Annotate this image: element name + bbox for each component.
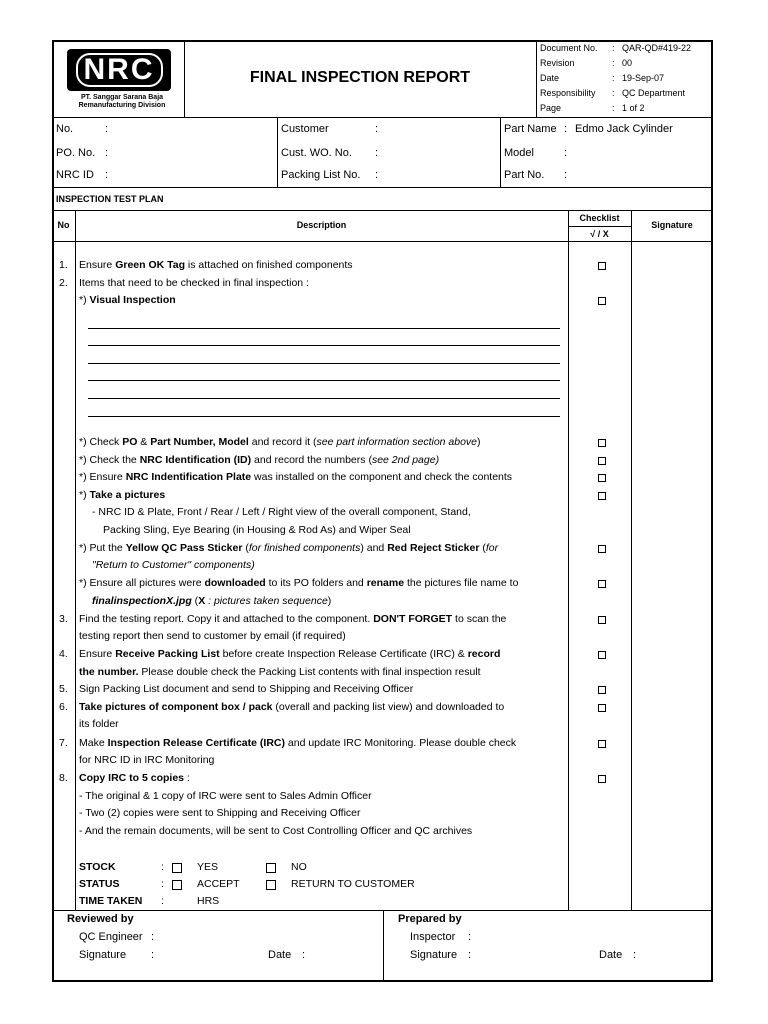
item-8-sub-3: - And the remain documents, will be sent to Cost Controlling Officer and QC archives	[79, 825, 473, 837]
checklist-checkbox[interactable]	[598, 297, 606, 305]
accept-label: ACCEPT	[197, 878, 240, 890]
download-text-line2: finalinspectionX.jpg (X : pictures taken sequence)	[92, 595, 332, 607]
divider	[52, 210, 713, 211]
customer-label: Customer	[281, 123, 329, 135]
col-description: Description	[296, 220, 347, 230]
meta-colon: :	[612, 88, 615, 98]
item-7-text-line1: Make Inspection Release Certificate (IRC) and update IRC Monitoring. Please double check	[79, 737, 517, 749]
meta-label: Responsibility	[540, 88, 596, 98]
section-title: INSPECTION TEST PLAN	[56, 194, 164, 204]
company-logo	[67, 49, 171, 91]
preparer-date-label: Date	[599, 949, 623, 961]
checklist-checkbox[interactable]	[598, 545, 606, 553]
meta-colon: :	[612, 103, 615, 113]
sticker-text-line2: "Return to Customer" components)	[92, 559, 255, 571]
checklist-checkbox[interactable]	[598, 262, 606, 270]
divider	[52, 117, 713, 118]
colon: :	[468, 931, 472, 943]
meta-value: 19-Sep-07	[622, 73, 665, 83]
item-8-text: Copy IRC to 5 copies :	[79, 772, 190, 784]
divider	[383, 910, 384, 982]
nrc-id-label: NRC ID	[56, 169, 94, 181]
take-pictures-text: *) Take a pictures	[79, 489, 166, 501]
checklist-checkbox[interactable]	[598, 474, 606, 482]
blank-line	[88, 398, 560, 399]
check-nrc-id-text: *) Check the NRC Identification (ID) and record the numbers (see 2nd page)	[79, 454, 440, 466]
time-taken-label: TIME TAKEN	[79, 895, 143, 907]
colon: :	[375, 169, 379, 181]
blank-line	[88, 380, 560, 381]
meta-value: QAR-QD#419-22	[622, 43, 692, 53]
meta-label: Date	[540, 73, 560, 83]
colon: :	[468, 949, 472, 961]
part-name-label: Part Name	[504, 123, 557, 135]
blank-line	[88, 345, 560, 346]
company-name-line2: Remanufacturing Division	[78, 102, 166, 109]
colon: :	[105, 123, 109, 135]
item-number: 3.	[59, 613, 68, 625]
meta-value: QC Department	[622, 88, 686, 98]
column-divider	[631, 210, 632, 910]
divider	[500, 117, 501, 187]
divider	[52, 241, 713, 242]
meta-value: 1 of 2	[622, 103, 645, 113]
po-label: PO. No.	[56, 147, 96, 159]
checklist-checkbox[interactable]	[598, 580, 606, 588]
divider	[568, 226, 631, 227]
company-name-line1: PT. Sanggar Sarana Baja	[80, 94, 164, 101]
column-divider	[568, 210, 569, 910]
accept-checkbox[interactable]	[172, 880, 182, 890]
colon: :	[161, 895, 164, 907]
return-checkbox[interactable]	[266, 880, 276, 890]
prepared-by-label: Prepared by	[398, 913, 462, 925]
checklist-checkbox[interactable]	[598, 616, 606, 624]
meta-value: 00	[622, 58, 633, 68]
checklist-checkbox[interactable]	[598, 775, 606, 783]
checklist-checkbox[interactable]	[598, 651, 606, 659]
pictures-detail-line1: - NRC ID & Plate, Front / Rear / Left / Right view of the overall component, Stand,	[92, 506, 471, 518]
colon: :	[564, 123, 568, 135]
col-signature: Signature	[651, 220, 693, 230]
column-divider	[75, 210, 76, 910]
pictures-detail-line2: Packing Sling, Eye Bearing (in Housing & Rod As) and Wiper Seal	[103, 524, 411, 536]
meta-colon: :	[612, 43, 615, 53]
check-po-text: *) Check PO & Part Number, Model and record it (see part information section above)	[79, 436, 481, 448]
colon: :	[105, 169, 109, 181]
stock-yes-checkbox[interactable]	[172, 863, 182, 873]
divider	[277, 117, 278, 187]
no-label: No.	[56, 123, 74, 135]
blank-line	[88, 363, 560, 364]
checklist-checkbox[interactable]	[598, 492, 606, 500]
item-3-text-line1: Find the testing report. Copy it and attached to the component. DON'T FORGET to scan the	[79, 613, 507, 625]
item-8-sub-2: - Two (2) copies were sent to Shipping and Receiving Officer	[79, 807, 361, 819]
colon: :	[564, 169, 568, 181]
blank-line	[88, 328, 560, 329]
checklist-checkbox[interactable]	[598, 457, 606, 465]
sticker-text-line1: *) Put the Yellow QC Pass Sticker (for finished components) and Red Reject Sticker (for	[79, 542, 499, 554]
colon: :	[633, 949, 637, 961]
item-3-text-line2: testing report then send to customer by email (if required)	[79, 630, 346, 642]
blank-line	[88, 416, 560, 417]
checklist-checkbox[interactable]	[598, 740, 606, 748]
colon: :	[151, 949, 155, 961]
stock-no-label: NO	[291, 861, 307, 873]
divider	[536, 40, 537, 117]
checklist-checkbox[interactable]	[598, 439, 606, 447]
colon: :	[161, 861, 164, 873]
item-number: 5.	[59, 683, 68, 695]
item-4-text-line2: the number. Please double check the Packing List contents with final inspection result	[79, 666, 481, 678]
part-no-label: Part No.	[504, 169, 545, 181]
colon: :	[375, 147, 379, 159]
item-5-text: Sign Packing List document and send to Shipping and Receiving Officer	[79, 683, 414, 695]
col-checklist: Checklist	[579, 213, 620, 223]
report-title: FINAL INSPECTION REPORT	[249, 69, 471, 86]
reviewed-by-label: Reviewed by	[67, 913, 134, 925]
reviewer-date-label: Date	[268, 949, 292, 961]
colon: :	[375, 123, 379, 135]
item-2-text: Items that need to be checked in final inspection :	[79, 277, 309, 289]
item-1-text: Ensure Green OK Tag is attached on finished components	[79, 259, 353, 271]
checklist-checkbox[interactable]	[598, 686, 606, 694]
colon: :	[302, 949, 306, 961]
part-name-value: Edmo Jack Cylinder	[575, 123, 673, 135]
item-8-sub-1: - The original & 1 copy of IRC were sent to Sales Admin Officer	[79, 790, 372, 802]
item-number: 7.	[59, 737, 68, 749]
item-7-text-line2: for NRC ID in IRC Monitoring	[79, 754, 215, 766]
item-6-text-line2: its folder	[79, 718, 119, 730]
cust-wo-label: Cust. WO. No.	[281, 147, 352, 159]
item-number: 4.	[59, 648, 68, 660]
meta-label: Page	[540, 103, 562, 113]
divider	[52, 187, 713, 188]
ensure-plate-text: *) Ensure NRC Indentification Plate was installed on the component and check the contents	[79, 471, 513, 483]
colon: :	[564, 147, 568, 159]
download-text-line1: *) Ensure all pictures were downloaded to its PO folders and rename the pictures file name to	[79, 577, 519, 589]
meta-colon: :	[612, 58, 615, 68]
colon: :	[151, 931, 155, 943]
visual-inspection-label: *) Visual Inspection	[79, 294, 176, 306]
reviewer-signature-label: Signature	[79, 949, 127, 961]
item-number: 2.	[59, 277, 68, 289]
meta-label: Revision	[540, 58, 575, 68]
inspector-label: Inspector	[410, 931, 456, 943]
meta-colon: :	[612, 73, 615, 83]
checklist-checkbox[interactable]	[598, 704, 606, 712]
col-no: No	[57, 220, 70, 230]
logo-text: NRC	[76, 53, 163, 87]
meta-label: Document No.	[540, 43, 598, 53]
item-number: 1.	[59, 259, 68, 271]
stock-label: STOCK	[79, 861, 116, 873]
return-label: RETURN TO CUSTOMER	[291, 878, 415, 890]
time-unit: HRS	[197, 895, 220, 907]
packing-list-label: Packing List No.	[281, 169, 361, 181]
qc-engineer-label: QC Engineer	[79, 931, 143, 943]
col-checkmark: √ / X	[590, 229, 609, 239]
stock-yes-label: YES	[197, 861, 219, 873]
colon: :	[105, 147, 109, 159]
model-label: Model	[504, 147, 534, 159]
item-4-text-line1: Ensure Receive Packing List before create Inspection Release Certificate (IRC) & record	[79, 648, 501, 660]
preparer-signature-label: Signature	[410, 949, 458, 961]
item-number: 6.	[59, 701, 68, 713]
status-label: STATUS	[79, 878, 120, 890]
stock-no-checkbox[interactable]	[266, 863, 276, 873]
colon: :	[161, 878, 164, 890]
item-number: 8.	[59, 772, 68, 784]
item-6-text-line1: Take pictures of component box / pack (overall and packing list view) and downloaded to	[79, 701, 505, 713]
